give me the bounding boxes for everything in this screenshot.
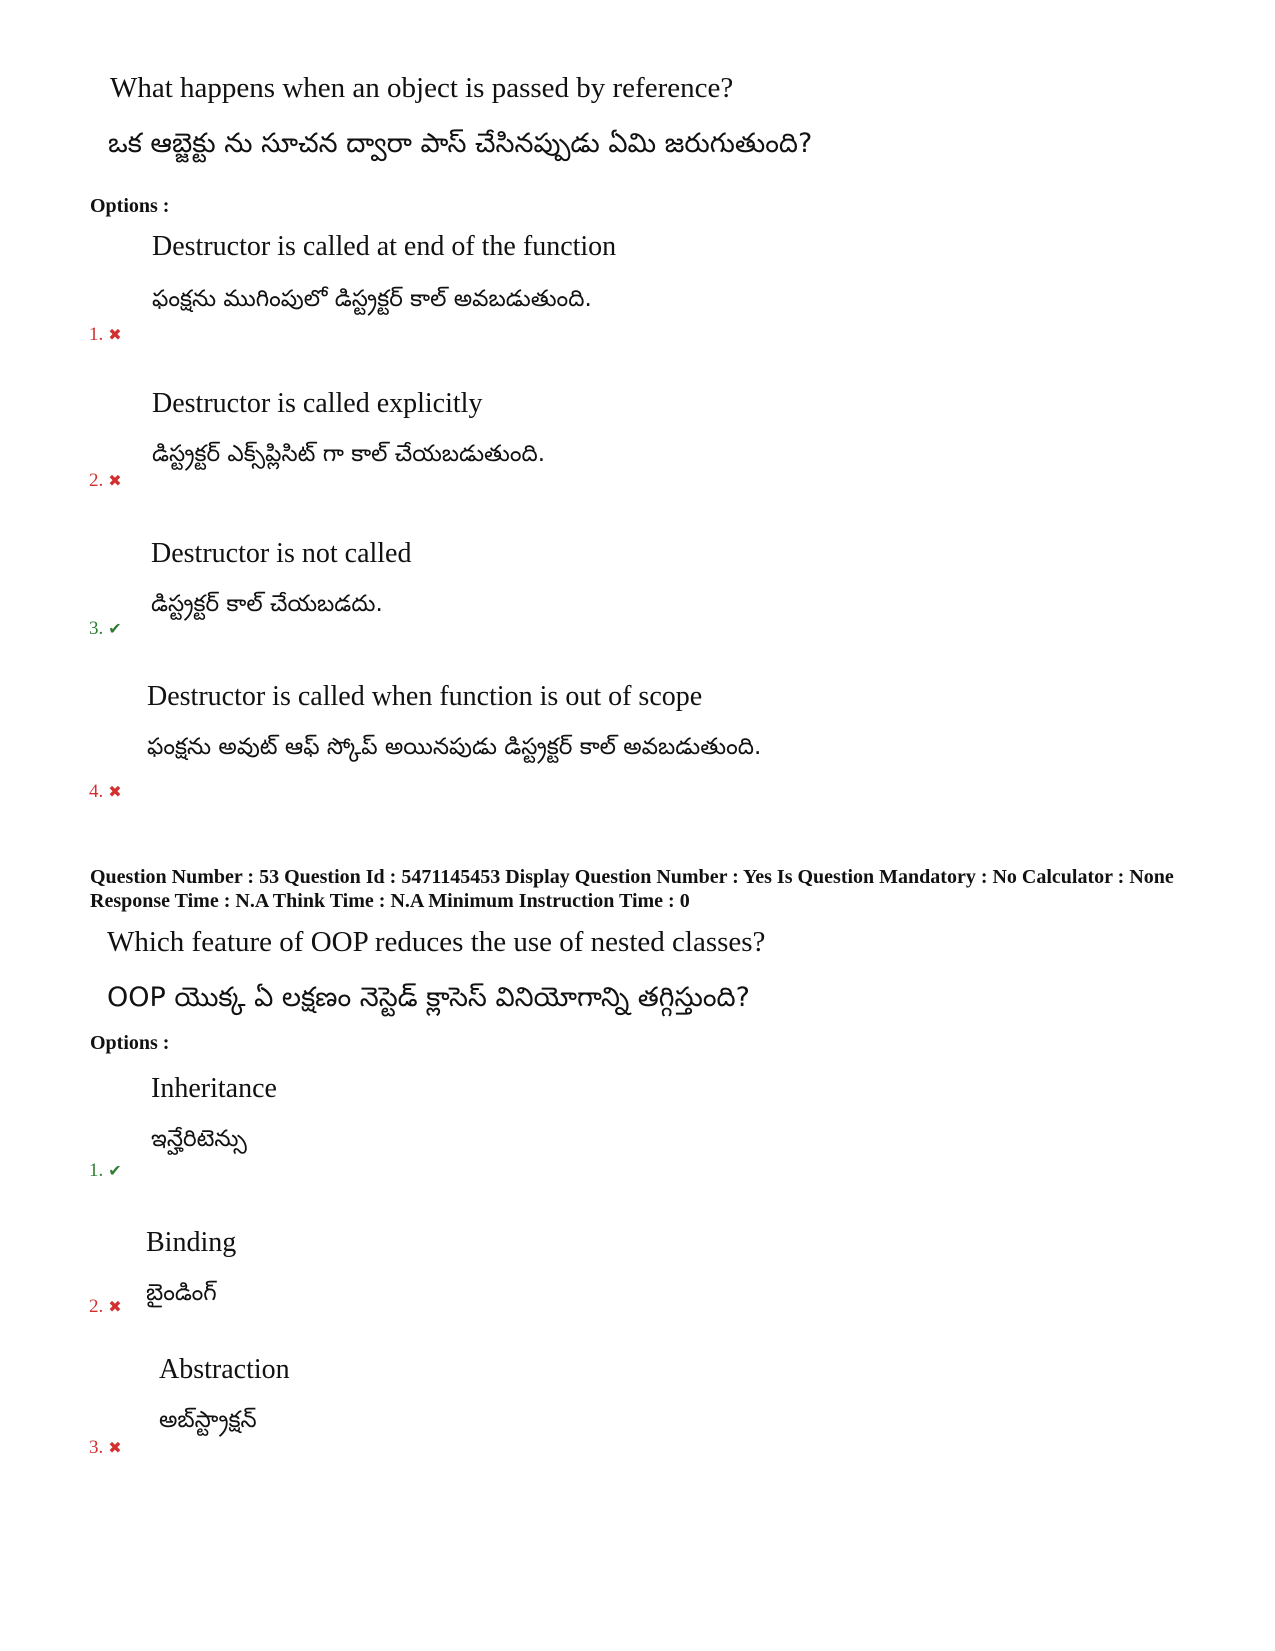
option-number: 3.: [89, 618, 104, 639]
option-number: 2.: [89, 470, 104, 491]
question-52-text-en: What happens when an object is passed by reference?: [110, 72, 734, 104]
question-53-text-te: OOP యొక్క ఏ లక్షణం నెస్టెడ్ క్లాసెస్ వినియోగాన్ని తగ్గిస్తుంది?: [107, 982, 750, 1013]
cross-icon: ✖: [108, 1440, 122, 1457]
option-4-text-en: Destructor is called when function is out of scope: [147, 681, 703, 712]
option-1-text-te: ఇన్హేరిటెన్సు: [151, 1126, 247, 1152]
option-1-marker: [89, 324, 122, 346]
option-1-text-en: Destructor is called at end of the function: [152, 231, 617, 262]
option-3-text-en: Abstraction: [159, 1354, 290, 1385]
option-number: 4.: [89, 781, 104, 802]
option-3-text-te: డిస్ట్రక్టర్ కాల్ చేయబడదు.: [151, 591, 383, 617]
cross-icon: ✖: [108, 473, 122, 490]
option-4-text-te: ఫంక్షను అవుట్ ఆఫ్ స్కోప్ అయినపుడు డిస్ట్రక్టర్ కాల్ అవబడుతుంది.: [147, 734, 762, 760]
option-3-text-en: Destructor is not called: [151, 538, 412, 569]
options-label: Options :: [90, 195, 170, 217]
options-label: Options :: [90, 1032, 170, 1054]
check-icon: ✔: [108, 621, 122, 638]
option-number: 2.: [89, 1296, 104, 1317]
option-2-marker: [89, 1296, 122, 1318]
option-1-marker: [89, 1160, 122, 1182]
option-1-text-en: Inheritance: [151, 1073, 277, 1104]
question-metadata: Question Number : 53 Question Id : 5471145453 Display Question Number : Yes Is Question Mandatory : No Calculator : None Response Time : N.A Think Time : N.A Minimum Instruction Time : 0: [90, 866, 1174, 912]
option-number: 3.: [89, 1437, 104, 1458]
cross-icon: ✖: [108, 327, 122, 344]
cross-icon: ✖: [108, 784, 122, 801]
option-4-marker: [89, 781, 122, 803]
question-52-text-te: ఒక ఆబ్జెక్టు ను సూచన ద్వారా పాస్ చేసినప్పుడు ఏమి జరుగుతుంది?: [108, 128, 813, 159]
option-1-text-te: ఫంక్షను ముగింపులో డిస్ట్రక్టర్ కాల్ అవబడుతుంది.: [152, 286, 592, 312]
check-icon: ✔: [108, 1163, 122, 1180]
option-number: 1.: [89, 1160, 104, 1181]
option-2-text-te: బైండింగ్: [146, 1280, 217, 1306]
option-2-marker: [89, 470, 122, 492]
option-number: 1.: [89, 324, 104, 345]
cross-icon: ✖: [108, 1299, 122, 1316]
option-2-text-te: డిస్ట్రక్టర్ ఎక్స్‌ప్లిసిట్ గా కాల్ చేయబడుతుంది.: [152, 441, 546, 467]
option-2-text-en: Binding: [146, 1227, 237, 1258]
option-3-marker: [89, 618, 122, 640]
question-53-text-en: Which feature of OOP reduces the use of nested classes?: [107, 926, 766, 958]
option-3-text-te: అబ్‌స్ట్రాక్షన్: [159, 1407, 257, 1433]
option-2-text-en: Destructor is called explicitly: [152, 388, 483, 419]
option-3-marker: [89, 1437, 122, 1459]
